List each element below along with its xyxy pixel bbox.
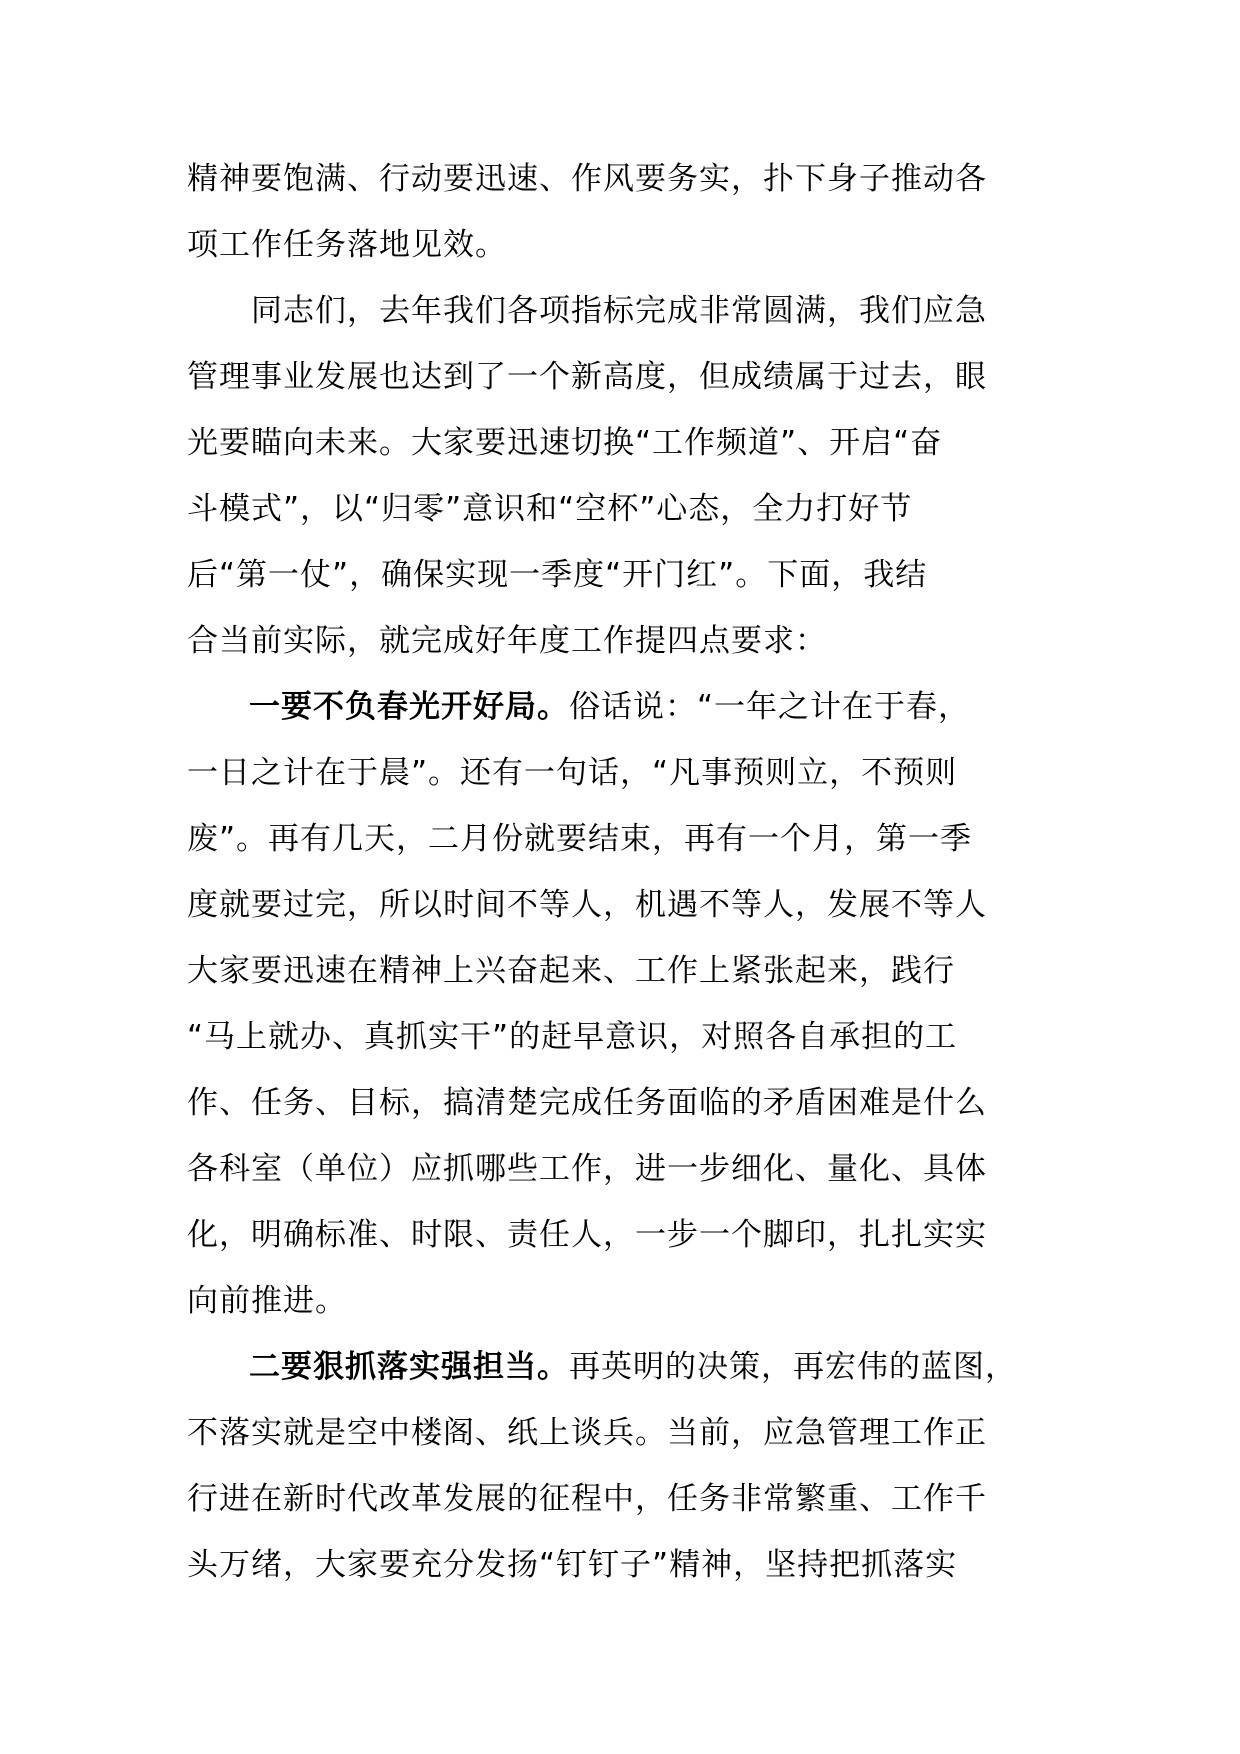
section-heading: 二要狠抓落实强担当。: [249, 1349, 569, 1385]
text-line: [187, 1334, 1087, 1400]
section-heading: 一要不负春光开好局。: [249, 689, 569, 725]
text-line: 光要瞄向未来。大家要迅速切换“工作频道”、开启“奋: [187, 425, 943, 461]
text-line: 项工作任务落地见效。: [187, 227, 507, 263]
text-line: 斗模式”，以“归零”意识和“空杯”心态，全力打好节: [187, 491, 913, 527]
text-line: 合当前实际，就完成好年度工作提四点要求：: [187, 623, 827, 659]
text-line: 大家要迅速在精神上兴奋起来、工作上紧张起来，践行: [187, 953, 955, 989]
text-line: 各科室（单位）应抓哪些工作，进一步细化、量化、具体: [187, 1151, 987, 1187]
text-line: 废”。再有几天，二月份就要结束，再有一个月，第一季: [187, 821, 973, 857]
text-line: 向前推进。: [187, 1283, 347, 1319]
text-line: 度就要过完，所以时间不等人，机遇不等人，发展不等人: [187, 887, 987, 923]
text-span: 俗话说：“一年之计在于春，: [569, 689, 971, 725]
text-line: “马上就办、真抓实干”的赶早意识，对照各自承担的工: [187, 1019, 958, 1055]
text-span: 再英明的决策，再宏伟的蓝图，: [569, 1349, 1017, 1385]
text-line: 后“第一仗”，确保实现一季度“开门红”。下面，我结: [187, 557, 928, 593]
text-line: 管理事业发展也达到了一个新高度，但成绩属于过去，眼: [187, 359, 987, 395]
body-text: [187, 146, 1087, 1598]
text-line: 精神要饱满、行动要迅速、作风要务实，扑下身子推动各: [187, 161, 987, 197]
text-line: 化，明确标准、时限、责任人，一步一个脚印，扎扎实实: [187, 1217, 987, 1253]
text-line: 行进在新时代改革发展的征程中，任务非常繁重、工作千: [187, 1481, 987, 1517]
text-line: 头万绪，大家要充分发扬“钉钉子”精神，坚持把抓落实: [187, 1547, 958, 1583]
text-line: 不落实就是空中楼阁、纸上谈兵。当前，应急管理工作正: [187, 1415, 987, 1451]
text-line: [187, 674, 1087, 740]
text-line: 同志们，去年我们各项指标完成非常圆满，我们应急: [187, 293, 987, 329]
text-line: 一日之计在于晨”。还有一句话，“凡事预则立，不预则: [187, 755, 958, 791]
text-line: 作、任务、目标，搞清楚完成任务面临的矛盾困难是什么: [187, 1085, 987, 1121]
